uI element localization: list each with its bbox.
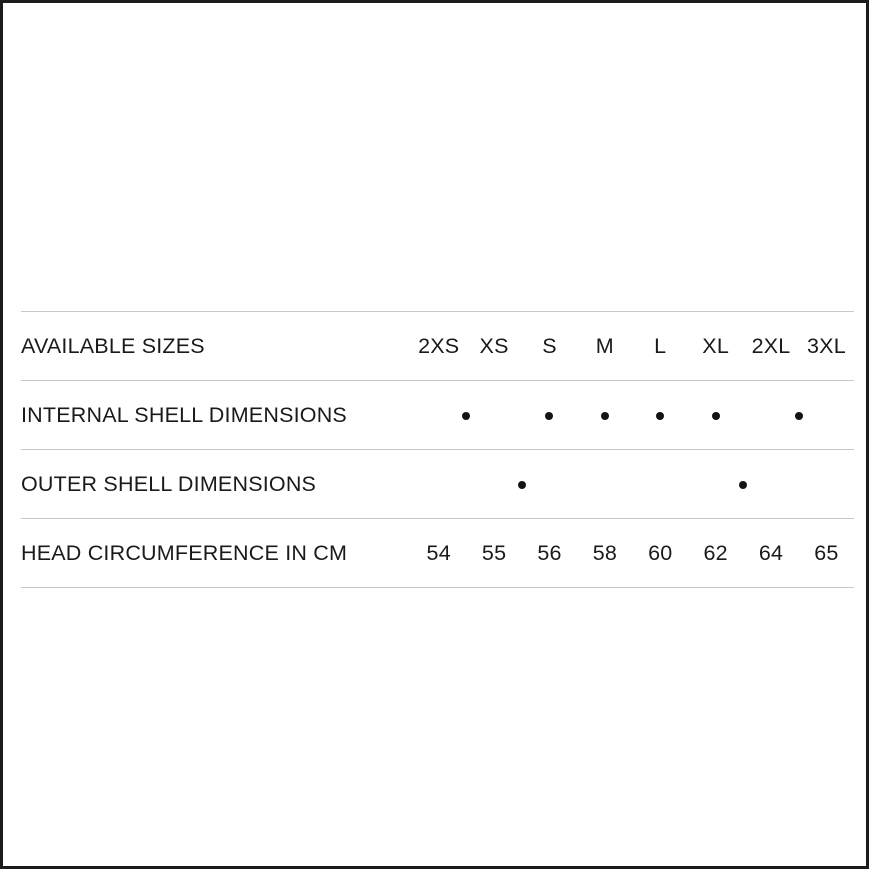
size-chart-table (21, 311, 854, 588)
size-header-m: M (577, 312, 632, 381)
size-header-2xs: 2XS (411, 312, 466, 381)
head-circumference-2xs: 54 (411, 519, 466, 588)
bullet-dot-icon (601, 412, 609, 420)
row-label-internal-shell: INTERNAL SHELL DIMENSIONS (21, 381, 411, 450)
head-circumference-3xl: 65 (799, 519, 854, 588)
table-row-internal-shell (21, 381, 854, 450)
bullet-dot-icon (462, 412, 470, 420)
internal-shell-l (633, 381, 688, 450)
bullet-dot-icon (739, 481, 747, 489)
row-label-head-circumference: HEAD CIRCUMFERENCE IN CM (21, 519, 411, 588)
size-header-2xl: 2XL (743, 312, 798, 381)
row-label-outer-shell: OUTER SHELL DIMENSIONS (21, 450, 411, 519)
bullet-dot-icon (545, 412, 553, 420)
internal-shell-s (522, 381, 577, 450)
bullet-dot-icon (518, 481, 526, 489)
size-header-3xl: 3XL (799, 312, 854, 381)
table-row-outer-shell (21, 450, 854, 519)
size-header-l: L (633, 312, 688, 381)
size-chart-container (21, 311, 854, 588)
outer-shell-group-l-3xl (633, 450, 855, 519)
table-row-available-sizes (21, 312, 854, 381)
head-circumference-l: 60 (633, 519, 688, 588)
internal-shell-group-2xs-xs (411, 381, 522, 450)
head-circumference-xl: 62 (688, 519, 743, 588)
internal-shell-m (577, 381, 632, 450)
table-row-head-circumference (21, 519, 854, 588)
size-header-xl: XL (688, 312, 743, 381)
bullet-dot-icon (795, 412, 803, 420)
internal-shell-group-2xl-3xl (743, 381, 854, 450)
internal-shell-xl (688, 381, 743, 450)
size-header-s: S (522, 312, 577, 381)
bullet-dot-icon (656, 412, 664, 420)
row-label-available-sizes: AVAILABLE SIZES (21, 312, 411, 381)
head-circumference-xs: 55 (466, 519, 521, 588)
size-header-xs: XS (466, 312, 521, 381)
outer-shell-group-2xs-m (411, 450, 633, 519)
head-circumference-m: 58 (577, 519, 632, 588)
head-circumference-s: 56 (522, 519, 577, 588)
head-circumference-2xl: 64 (743, 519, 798, 588)
bullet-dot-icon (712, 412, 720, 420)
